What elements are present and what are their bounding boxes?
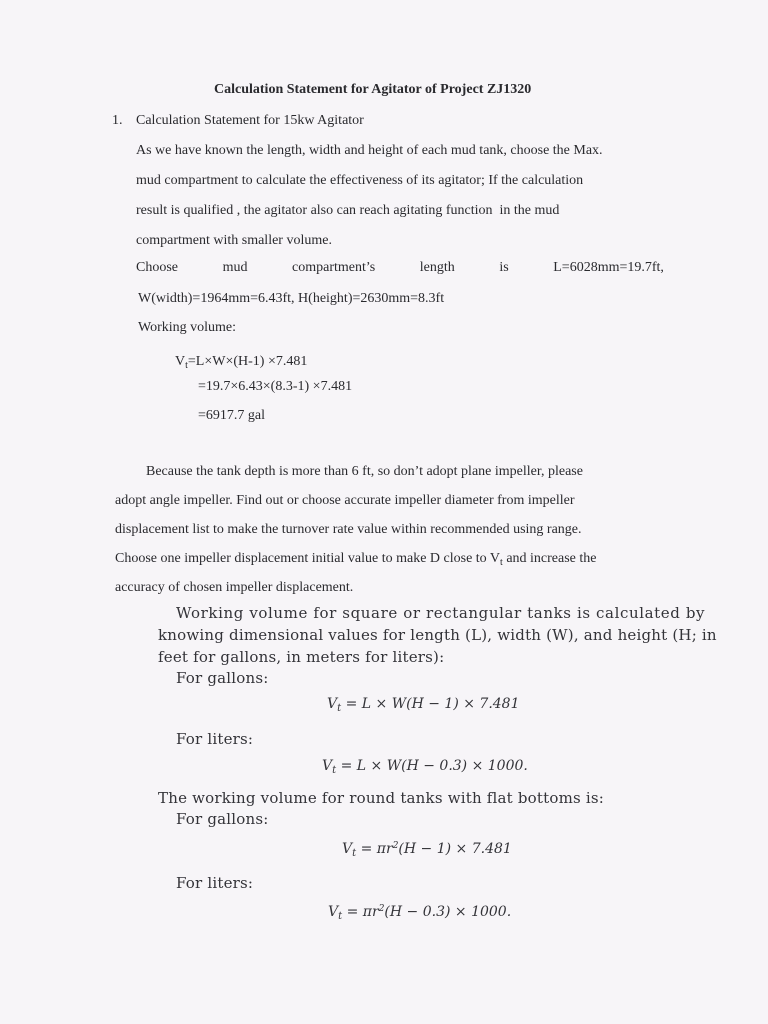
formula-expr: = πr xyxy=(346,904,379,920)
formula-rect-gallons xyxy=(327,696,520,714)
calc-line-2: =19.7×6.43×(8.3-1) ×7.481 xyxy=(198,379,353,394)
formula-v-sub: t xyxy=(338,911,343,922)
para2-text: Choose one impeller displacement initial value to make D close to V xyxy=(115,551,501,566)
choose-word: Choose xyxy=(136,260,178,275)
excerpt-line: Working volume for square or rectangular tanks is calculated by xyxy=(176,604,706,622)
para2-line: adopt angle impeller. Find out or choose accurate impeller diameter from impeller xyxy=(115,493,575,508)
calc-line-1 xyxy=(175,354,307,371)
calc-result: =6917.7 gal xyxy=(198,408,265,423)
para2-line: Because the tank depth is more than 6 ft, so don’t adopt plane impeller, please xyxy=(146,464,583,479)
choose-word: length xyxy=(419,260,455,275)
section-number: 1. xyxy=(112,113,123,128)
formula-v: V xyxy=(328,904,339,920)
formula-expr: (H − 1) × 7.481 xyxy=(398,841,512,857)
for-gallons-label: For gallons: xyxy=(176,669,269,687)
formula-v: V xyxy=(327,696,338,712)
formula-v: V xyxy=(322,758,333,774)
calc-lhs: V xyxy=(175,354,186,369)
working-volume-label: Working volume: xyxy=(138,320,237,335)
intro-line: result is qualified , the agitator also can reach agitating function in the mud xyxy=(136,203,560,218)
formula-v: V xyxy=(342,841,353,857)
choose-word: compartment’s xyxy=(292,260,376,275)
for-liters-label: For liters: xyxy=(176,730,254,748)
round-tanks-intro: The working volume for round tanks with flat bottoms is: xyxy=(158,789,605,807)
formula-expr: (H − 0.3) × 1000. xyxy=(384,904,512,920)
choose-word: mud xyxy=(222,260,248,275)
for-liters-label: For liters: xyxy=(176,874,254,892)
formula-v-sub: t xyxy=(337,703,342,714)
formula-round-gallons xyxy=(342,841,512,859)
formula-round-liters xyxy=(328,904,511,922)
choose-word: L=6028mm=19.7ft, xyxy=(553,260,664,275)
para2-line: displacement list to make the turnover rate value within recommended using range. xyxy=(115,522,582,537)
formula-v-sub: t xyxy=(332,765,337,776)
excerpt-line: feet for gallons, in meters for liters): xyxy=(158,648,445,666)
formula-exponent: 2 xyxy=(392,841,399,851)
formula-expr: = L × W(H − 1) × 7.481 xyxy=(345,696,520,712)
choose-word: is xyxy=(499,260,509,275)
for-gallons-label: For gallons: xyxy=(176,810,269,828)
excerpt-line: knowing dimensional values for length (L), width (W), and height (H; in xyxy=(158,626,717,644)
dimensions-line: W(width)=1964mm=6.43ft, H(height)=2630mm=8.3ft xyxy=(138,291,445,306)
para2-text: and increase the xyxy=(502,551,597,566)
choose-dimensions-row xyxy=(136,260,664,276)
intro-line: compartment with smaller volume. xyxy=(136,233,332,248)
para2-sub: t xyxy=(500,557,503,568)
document-title: Calculation Statement for Agitator of Project ZJ1320 xyxy=(214,82,532,97)
formula-v-sub: t xyxy=(352,848,357,859)
calc-lhs-sub: t xyxy=(185,360,188,371)
calc-expr: =L×W×(H-1) ×7.481 xyxy=(187,354,308,369)
formula-rect-liters xyxy=(322,758,528,776)
section-heading: Calculation Statement for 15kw Agitator xyxy=(136,113,364,128)
formula-expr: = L × W(H − 0.3) × 1000. xyxy=(340,758,528,774)
para2-line xyxy=(115,551,665,568)
intro-line: As we have known the length, width and height of each mud tank, choose the Max. xyxy=(136,143,603,158)
formula-expr: = πr xyxy=(360,841,393,857)
intro-line: mud compartment to calculate the effectiveness of its agitator; If the calculation xyxy=(136,173,584,188)
formula-exponent: 2 xyxy=(378,904,385,914)
para2-line: accuracy of chosen impeller displacement. xyxy=(115,580,354,595)
